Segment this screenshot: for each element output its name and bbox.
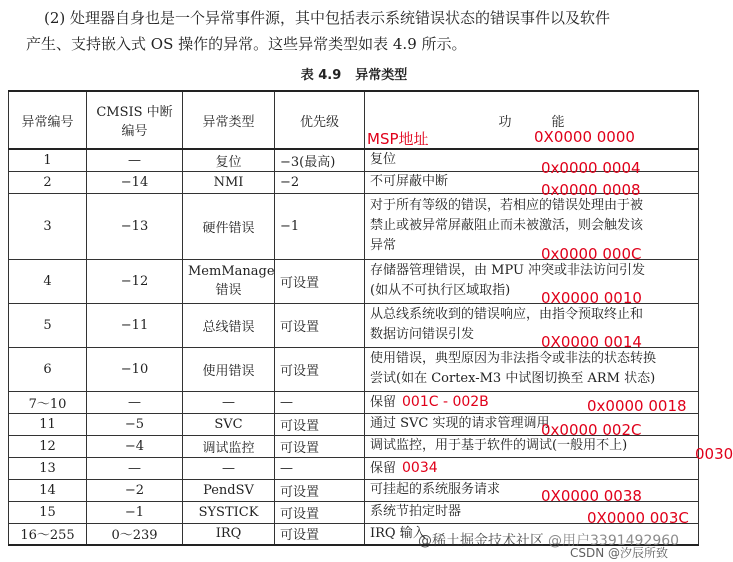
annotation-address: 0X0000 0010 xyxy=(541,288,642,307)
header-exception-no: 异常编号 xyxy=(9,91,87,149)
annotation-address: 0x0000 0004 xyxy=(541,159,641,177)
cell-priority: 可设置 xyxy=(275,347,365,391)
cell-priority: 可设置 xyxy=(275,435,365,457)
header-cmsis-line2: 编号 xyxy=(121,124,148,139)
table-row xyxy=(9,259,699,303)
cell-priority: — xyxy=(275,457,365,479)
cell-exception-no: 13 xyxy=(9,457,87,479)
cell-exception-no: 7～10 xyxy=(9,391,87,413)
cell-priority: 可设置 xyxy=(275,413,365,435)
table-row xyxy=(9,479,699,501)
annotation-address: 0X0000 0014 xyxy=(541,332,642,351)
function-text: 调试监控，用于基于软件的调试(一般用不上) xyxy=(370,438,628,453)
header-cmsis-line1: CMSIS 中断 xyxy=(96,105,173,120)
cell-exception-no: 4 xyxy=(9,259,87,303)
cell-cmsis-no: −10 xyxy=(87,347,183,391)
watermark-juejin: @稀土掘金技术社区 xyxy=(418,533,544,549)
annotation-address: 0X0000 0038 xyxy=(541,486,642,505)
table-row xyxy=(9,149,699,171)
cell-exception-no: 1 xyxy=(9,149,87,171)
watermark-user: @用户3391492960 xyxy=(548,533,680,549)
cell-function xyxy=(365,457,699,479)
cell-cmsis-no: −12 xyxy=(87,259,183,303)
cell-cmsis-no: −11 xyxy=(87,303,183,347)
annotation-address: 0X0000 003C xyxy=(587,508,689,527)
annotation-address: 0030 xyxy=(695,444,733,463)
table-row xyxy=(9,435,699,457)
table-caption xyxy=(0,64,708,83)
table-row xyxy=(9,457,699,479)
cell-cmsis-no: −2 xyxy=(87,479,183,501)
header-function-b: 能 xyxy=(551,114,565,130)
watermark-csdn: CSDN @汐辰所致 xyxy=(570,546,669,560)
cell-function xyxy=(365,413,699,439)
cell-function xyxy=(365,479,699,505)
cell-cmsis-no: 0～239 xyxy=(87,523,183,545)
cell-exception-type: NMI xyxy=(183,171,275,193)
annotation-address: 0x0000 0018 xyxy=(587,396,687,415)
cell-exception-no: 6 xyxy=(9,347,87,391)
cell-priority: −3(最高) xyxy=(275,149,365,171)
cell-priority: −2 xyxy=(275,171,365,193)
cell-exception-no: 14 xyxy=(9,479,87,501)
type-line: 错误 xyxy=(215,283,242,298)
cell-exception-no: 15 xyxy=(9,501,87,523)
function-text: 复位 xyxy=(370,152,397,168)
cell-cmsis-no: — xyxy=(87,391,183,413)
cell-cmsis-no: −14 xyxy=(87,171,183,193)
cell-exception-no: 5 xyxy=(9,303,87,347)
exception-types-table xyxy=(8,90,733,546)
cell-exception-type: — xyxy=(183,391,275,413)
cell-function xyxy=(365,171,699,199)
header-priority: 优先级 xyxy=(275,91,365,149)
cell-priority: 可设置 xyxy=(275,303,365,347)
function-text: 不可屏蔽中断 xyxy=(370,174,449,189)
function-line: 数据访问错误引发 xyxy=(370,327,475,342)
function-text: 通过 SVC 实现的请求管理调用 xyxy=(370,416,550,431)
cell-cmsis-no: −5 xyxy=(87,413,183,435)
cell-exception-type: 总线错误 xyxy=(183,303,275,347)
cell-exception-no: 16～255 xyxy=(9,523,87,545)
function-line: 从总线系统收到的错误响应，由指令预取终止和 xyxy=(370,307,644,322)
function-line: 对于所有等级的错误，若相应的错误处理由于被 xyxy=(370,198,644,213)
function-text: 系统节拍定时器 xyxy=(370,504,462,519)
cell-function xyxy=(365,259,699,307)
cell-exception-type xyxy=(183,259,275,303)
annotation-note: 0034 xyxy=(402,459,438,476)
type-line: MemManage xyxy=(188,264,275,279)
cell-function xyxy=(365,303,699,351)
cell-exception-type: PendSV xyxy=(183,479,275,501)
annotation-msp-label: MSP地址 xyxy=(367,130,429,148)
function-line: (如从不可执行区域取指) xyxy=(370,283,511,298)
function-text: IRQ 输入 xyxy=(370,525,426,541)
table-number: 表 4.9 xyxy=(300,68,342,83)
header-cmsis-no xyxy=(87,91,183,149)
table-row xyxy=(9,501,699,523)
function-text: 保留 xyxy=(370,460,397,476)
cell-exception-no: 11 xyxy=(9,413,87,435)
table-row xyxy=(9,193,699,259)
intro-line-1: (2) 处理器自身也是一个异常事件源，其中包括表示系统错误状态的错误事件以及软件 xyxy=(44,9,611,27)
cell-priority: 可设置 xyxy=(275,501,365,523)
cell-cmsis-no: — xyxy=(87,149,183,171)
function-line: 异常 xyxy=(370,238,397,253)
cell-exception-no: 12 xyxy=(9,435,87,457)
cell-function xyxy=(365,347,699,391)
cell-function xyxy=(365,391,699,413)
cell-exception-type: 硬件错误 xyxy=(183,193,275,259)
annotation-msp-addr: 0X0000 0000 xyxy=(534,128,635,146)
function-text: 保留 xyxy=(370,394,397,410)
function-line: 使用错误，典型原因为非法指令或非法的状态转换 xyxy=(370,351,657,366)
cell-exception-no: 3 xyxy=(9,193,87,259)
cell-function xyxy=(365,501,699,527)
table-row xyxy=(9,303,699,347)
table-row xyxy=(9,347,699,391)
function-line: 尝试(如在 Cortex-M3 中试图切换至 ARM 状态) xyxy=(370,371,656,386)
cell-priority: — xyxy=(275,391,365,413)
cell-exception-type: 复位 xyxy=(183,149,275,171)
header-function-a: 功 xyxy=(498,114,512,130)
cell-function xyxy=(365,193,699,263)
function-line: 存储器管理错误，由 MPU 冲突或非法访问引发 xyxy=(370,263,646,278)
annotation-address: 0x0000 000C xyxy=(541,244,642,263)
cell-exception-type: 调试监控 xyxy=(183,435,275,457)
cell-priority: −1 xyxy=(275,193,365,259)
cell-priority: 可设置 xyxy=(275,259,365,303)
table-row xyxy=(9,413,699,435)
annotation-address: 0x0000 002C xyxy=(541,420,642,439)
cell-function xyxy=(365,435,733,463)
function-line: 禁止或被异常屏蔽阻止而未被激活，则会触发该 xyxy=(370,218,644,233)
cell-priority: 可设置 xyxy=(275,523,365,545)
table-row xyxy=(9,391,699,413)
cell-exception-type: — xyxy=(183,457,275,479)
table-row xyxy=(9,171,699,193)
cell-function xyxy=(365,149,699,177)
cell-cmsis-no: −1 xyxy=(87,501,183,523)
cell-exception-type: IRQ xyxy=(183,523,275,545)
function-text: 可挂起的系统服务请求 xyxy=(370,482,501,497)
annotation-note: 001C - 002B xyxy=(402,393,489,410)
intro-line-2: 产生、支持嵌入式 OS 操作的异常。这些异常类型如表 4.9 所示。 xyxy=(26,35,467,53)
header-exception-type: 异常类型 xyxy=(183,91,275,149)
cell-exception-no: 2 xyxy=(9,171,87,193)
cell-cmsis-no: −4 xyxy=(87,435,183,457)
table-title: 异常类型 xyxy=(355,68,408,83)
cell-exception-type: SYSTICK xyxy=(183,501,275,523)
annotation-address: 0x0000 0008 xyxy=(541,180,641,199)
cell-cmsis-no: −13 xyxy=(87,193,183,259)
cell-exception-type: 使用错误 xyxy=(183,347,275,391)
cell-cmsis-no: — xyxy=(87,457,183,479)
cell-exception-type: SVC xyxy=(183,413,275,435)
cell-priority: 可设置 xyxy=(275,479,365,501)
